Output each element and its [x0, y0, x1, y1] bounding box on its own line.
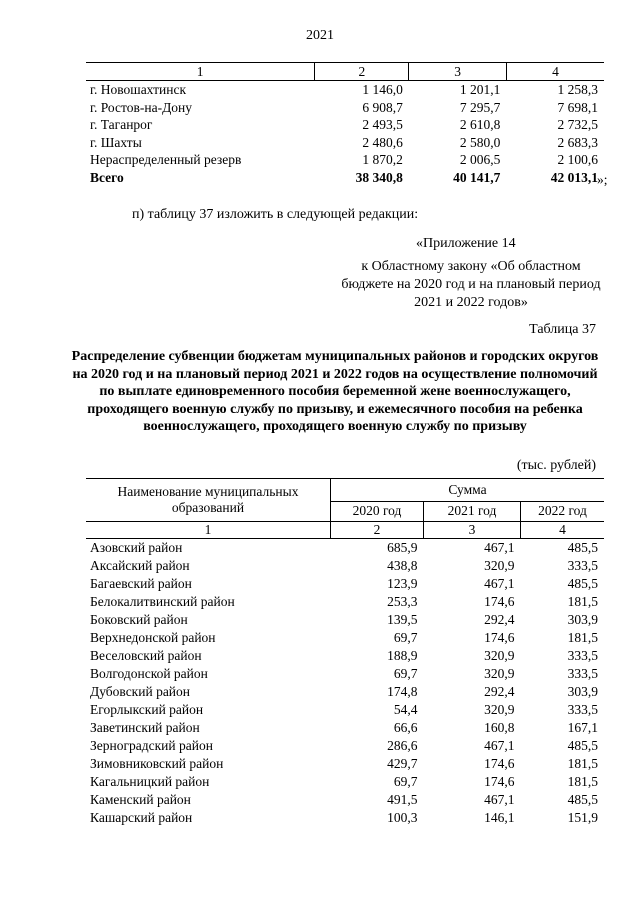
value-2021: 467,1: [484, 576, 515, 591]
value-2022: 181,5: [567, 594, 598, 609]
name-cell: Азовский район: [90, 540, 183, 555]
col-sum-header: Сумма: [331, 479, 605, 502]
name-cell: Багаевский район: [90, 576, 192, 591]
instruction-text: п) таблицу 37 изложить в следующей редакции:: [132, 207, 419, 222]
value-2020: 66,6: [393, 720, 418, 735]
top-col-1: 1: [86, 63, 315, 81]
table-row: [86, 809, 604, 827]
table-row: [86, 81, 604, 99]
name-cell: Дубовский район: [90, 684, 191, 699]
value-2021: 146,1: [484, 810, 515, 825]
table-row: [86, 773, 604, 791]
value-2022: 42 013,1: [550, 169, 598, 185]
table-row: [86, 539, 604, 558]
table-row: [86, 629, 604, 647]
value-2020: 2 493,5: [362, 117, 403, 133]
value-2020: 6 908,7: [362, 99, 403, 115]
col-2021-header: 2021 год: [424, 501, 521, 521]
top-table-header: [86, 63, 604, 81]
value-2022: 485,5: [567, 540, 598, 555]
law-reference: к Областному закону «Об областном бюджете на 2020 год и на плановый период 2021 и 2022 годов»: [341, 259, 601, 310]
value-2022: 333,5: [567, 558, 598, 573]
value-2022: 303,9: [567, 612, 598, 627]
value-2020: 38 340,8: [355, 169, 403, 185]
top-col-2: 2: [315, 63, 409, 81]
value-2020: 685,9: [387, 540, 418, 555]
value-2021: 2 610,8: [459, 117, 501, 133]
name-cell: Волгодонской район: [90, 666, 208, 681]
value-2021: 2 006,5: [459, 152, 501, 168]
table-row: [86, 737, 604, 755]
table-row: [86, 151, 604, 169]
value-2022: 485,5: [567, 576, 598, 591]
table-row: [86, 134, 604, 152]
name-cell: Нераспределенный резерв: [90, 152, 242, 168]
value-2022: 181,5: [567, 756, 598, 771]
table-row: [86, 683, 604, 701]
table-row: [86, 701, 604, 719]
value-2020: 286,6: [387, 738, 418, 753]
table-row: [86, 116, 604, 134]
value-2022: 303,9: [567, 684, 598, 699]
value-2022: 2 732,5: [557, 117, 598, 133]
value-2021: 2 580,0: [459, 134, 501, 150]
value-2020: 54,4: [393, 702, 418, 717]
value-2020: 438,8: [387, 558, 418, 573]
value-2020: 429,7: [387, 756, 418, 771]
value-2021: 292,4: [484, 684, 515, 699]
name-cell: Белокалитвинский район: [90, 594, 235, 609]
value-2022: 151,9: [567, 810, 598, 825]
name-cell: Заветинский район: [90, 720, 200, 735]
value-2022: 485,5: [567, 792, 598, 807]
value-2020: 174,8: [387, 684, 418, 699]
table-row: [86, 611, 604, 629]
top-col-3: 3: [409, 63, 507, 81]
table-row: [86, 575, 604, 593]
value-2021: 174,6: [484, 630, 515, 645]
name-cell: г. Шахты: [90, 134, 142, 150]
value-2021: 1 201,1: [459, 82, 501, 98]
appendix-label: «Приложение 14: [416, 236, 516, 251]
table-row: [86, 647, 604, 665]
name-cell: Кагальницкий район: [90, 774, 210, 789]
index-2: 2: [331, 522, 424, 539]
value-2021: 320,9: [484, 558, 515, 573]
quote-close: »;: [597, 172, 608, 187]
index-1: 1: [86, 522, 331, 539]
value-2020: 69,7: [393, 774, 418, 789]
value-2020: 491,5: [387, 792, 418, 807]
value-2021: 7 295,7: [459, 99, 501, 115]
table-row: [86, 593, 604, 611]
name-cell: г. Ростов-на-Дону: [90, 99, 193, 115]
name-cell: Аксайский район: [90, 558, 190, 573]
value-2020: 1 146,0: [362, 82, 403, 98]
name-cell: г. Таганрог: [90, 117, 153, 133]
name-cell: Зерноградский район: [90, 738, 213, 753]
table-row: [86, 557, 604, 575]
value-2022: 485,5: [567, 738, 598, 753]
value-2022: 7 698,1: [557, 99, 598, 115]
value-2021: 40 141,7: [453, 169, 501, 185]
value-2022: 2 683,3: [557, 134, 598, 150]
name-cell: Егорлыкский район: [90, 702, 204, 717]
value-2022: 181,5: [567, 774, 598, 789]
name-cell: Кашарский район: [90, 810, 193, 825]
value-2020: 69,7: [393, 630, 418, 645]
units-label: (тыс. рублей): [516, 458, 596, 473]
value-2022: 167,1: [567, 720, 598, 735]
top-col-4: 4: [506, 63, 604, 81]
top-table: [86, 62, 604, 186]
value-2020: 188,9: [387, 648, 418, 663]
name-cell: Верхнедонской район: [90, 630, 216, 645]
name-cell: Зимовниковский район: [90, 756, 224, 771]
table-title: Распределение субвенции бюджетам муниципальных районов и городских округов на 2020 год и на плановый период 2021 и 2022 годов на осуществление полномочий по выплате единовременного пособия беременной жене военнослужащего, проходящего военную службу по призыву, и ежемесячного пособия на ребенка военнослужащего, проходящего военную службу по призыву: [71, 349, 599, 434]
value-2022: 333,5: [567, 648, 598, 663]
value-2021: 174,6: [484, 774, 515, 789]
name-cell: Всего: [90, 169, 124, 185]
name-cell: г. Новошахтинск: [90, 82, 186, 98]
table-row: [86, 791, 604, 809]
name-cell: Каменский район: [90, 792, 191, 807]
col-2020-header: 2020 год: [331, 501, 424, 521]
index-3: 3: [424, 522, 521, 539]
value-2020: 100,3: [387, 810, 418, 825]
value-2020: 123,9: [387, 576, 418, 591]
main-table: [86, 478, 604, 827]
table-number: Таблица 37: [529, 322, 596, 337]
index-4: 4: [521, 522, 605, 539]
value-2021: 320,9: [484, 702, 515, 717]
table-row: [86, 719, 604, 737]
name-cell: Веселовский район: [90, 648, 202, 663]
index-row: [86, 522, 604, 539]
table-row: [86, 99, 604, 117]
page-number: 2021: [306, 28, 334, 43]
table-row: [86, 169, 604, 187]
table-row: [86, 665, 604, 683]
col-2022-header: 2022 год: [521, 501, 605, 521]
value-2020: 253,3: [387, 594, 418, 609]
value-2021: 160,8: [484, 720, 515, 735]
value-2022: 1 258,3: [557, 82, 598, 98]
value-2022: 181,5: [567, 630, 598, 645]
name-cell: Боковский район: [90, 612, 188, 627]
value-2022: 2 100,6: [557, 152, 598, 168]
table-row: [86, 755, 604, 773]
col-name-header: Наименование муниципальных образований: [86, 479, 331, 522]
value-2021: 467,1: [484, 540, 515, 555]
value-2022: 333,5: [567, 702, 598, 717]
value-2020: 139,5: [387, 612, 418, 627]
value-2021: 292,4: [484, 612, 515, 627]
value-2021: 320,9: [484, 648, 515, 663]
value-2022: 333,5: [567, 666, 598, 681]
value-2020: 1 870,2: [362, 152, 403, 168]
value-2020: 69,7: [393, 666, 418, 681]
value-2021: 467,1: [484, 738, 515, 753]
value-2020: 2 480,6: [362, 134, 403, 150]
value-2021: 467,1: [484, 792, 515, 807]
value-2021: 320,9: [484, 666, 515, 681]
value-2021: 174,6: [484, 594, 515, 609]
value-2021: 174,6: [484, 756, 515, 771]
